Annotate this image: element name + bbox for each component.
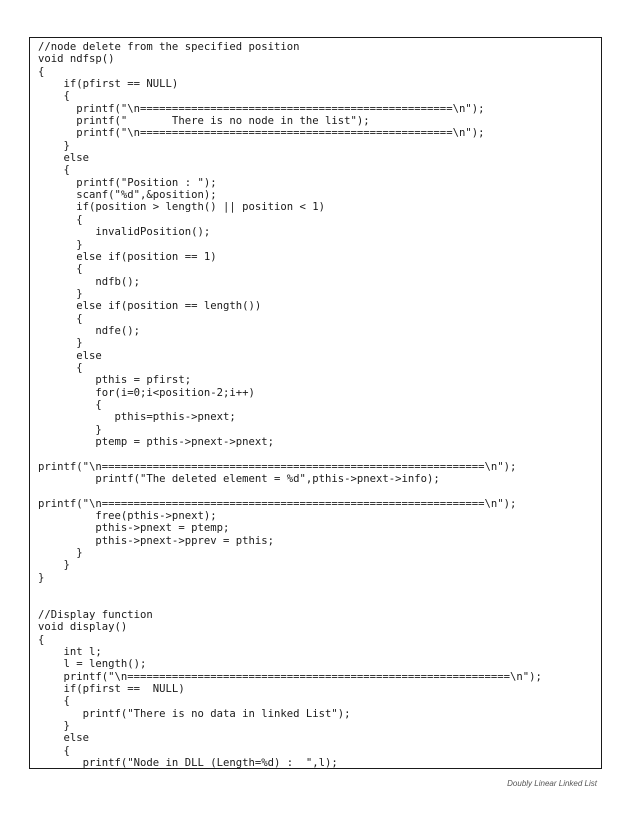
code-line: pthis->pnext->pprev = pthis; (38, 534, 274, 547)
code-line: printf("\n============================================================\n"); (38, 670, 542, 683)
code-block (38, 41, 542, 769)
code-line: pthis=pthis->pnext; (38, 411, 236, 424)
code-line: printf("Position : "); (38, 176, 217, 189)
code-line (38, 596, 542, 608)
code-line: } (38, 139, 70, 152)
code-line: } (38, 287, 83, 300)
code-line: { (38, 65, 45, 78)
code-line: printf("\n============================================================\n"); (38, 460, 517, 473)
code-line: if(position > length() || position < 1) (38, 201, 326, 214)
code-line: } (38, 337, 83, 350)
code-line: printf("Node in DLL (Length=%d) : ",l); (38, 756, 338, 769)
code-line: pthis = pfirst; (38, 374, 192, 387)
code-line: else (38, 152, 90, 165)
code-line: { (38, 312, 83, 325)
code-line: void display() (38, 621, 128, 634)
code-line: scanf("%d",&position); (38, 189, 217, 202)
code-line: l = length(); (38, 658, 147, 671)
code-line: else if(position == 1) (38, 250, 217, 263)
code-line (38, 485, 542, 497)
code-line: ndfb(); (38, 275, 141, 288)
code-line: { (38, 398, 102, 411)
code-line: { (38, 744, 70, 757)
code-line: } (38, 719, 70, 732)
code-line: //Display function (38, 608, 153, 621)
code-line: printf("\n=================================================\n"); (38, 102, 485, 115)
code-line: printf("\n============================================================\n"); (38, 497, 517, 510)
code-line: pthis->pnext = ptemp; (38, 522, 230, 535)
code-line: } (38, 559, 70, 572)
code-line: } (38, 547, 83, 560)
code-line: { (38, 633, 45, 646)
code-line: else if(position == length()) (38, 300, 262, 313)
code-line: { (38, 263, 83, 276)
page-footer: Doubly Linear Linked List (507, 779, 597, 788)
code-line: printf("There is no data in linked List"); (38, 707, 351, 720)
code-frame (29, 37, 602, 769)
code-line: invalidPosition(); (38, 226, 211, 239)
code-line: printf(" There is no node in the list"); (38, 115, 370, 128)
code-line: void ndfsp() (38, 53, 115, 66)
code-line: if(pfirst == NULL) (38, 78, 179, 91)
code-line: ptemp = pthis->pnext->pnext; (38, 436, 274, 448)
code-line: printf("\n=================================================\n"); (38, 127, 485, 140)
code-line: } (38, 238, 83, 251)
code-line: } (38, 571, 45, 584)
code-line: { (38, 361, 83, 374)
code-line: { (38, 213, 83, 226)
code-line: { (38, 90, 70, 103)
code-line: for(i=0;i<position-2;i++) (38, 386, 255, 399)
code-line: { (38, 695, 70, 708)
code-line (38, 448, 542, 460)
code-line: else (38, 732, 90, 745)
code-line: ndfe(); (38, 324, 141, 337)
code-line: printf("The deleted element = %d",pthis->pnext->info); (38, 473, 440, 486)
code-line: { (38, 164, 70, 177)
code-line: } (38, 423, 102, 436)
code-line (38, 584, 542, 596)
code-line: if(pfirst == NULL) (38, 682, 185, 695)
code-line: int l; (38, 645, 102, 658)
code-line: //node delete from the specified position (38, 41, 300, 53)
code-line: free(pthis->pnext); (38, 510, 217, 523)
code-line: else (38, 349, 102, 362)
